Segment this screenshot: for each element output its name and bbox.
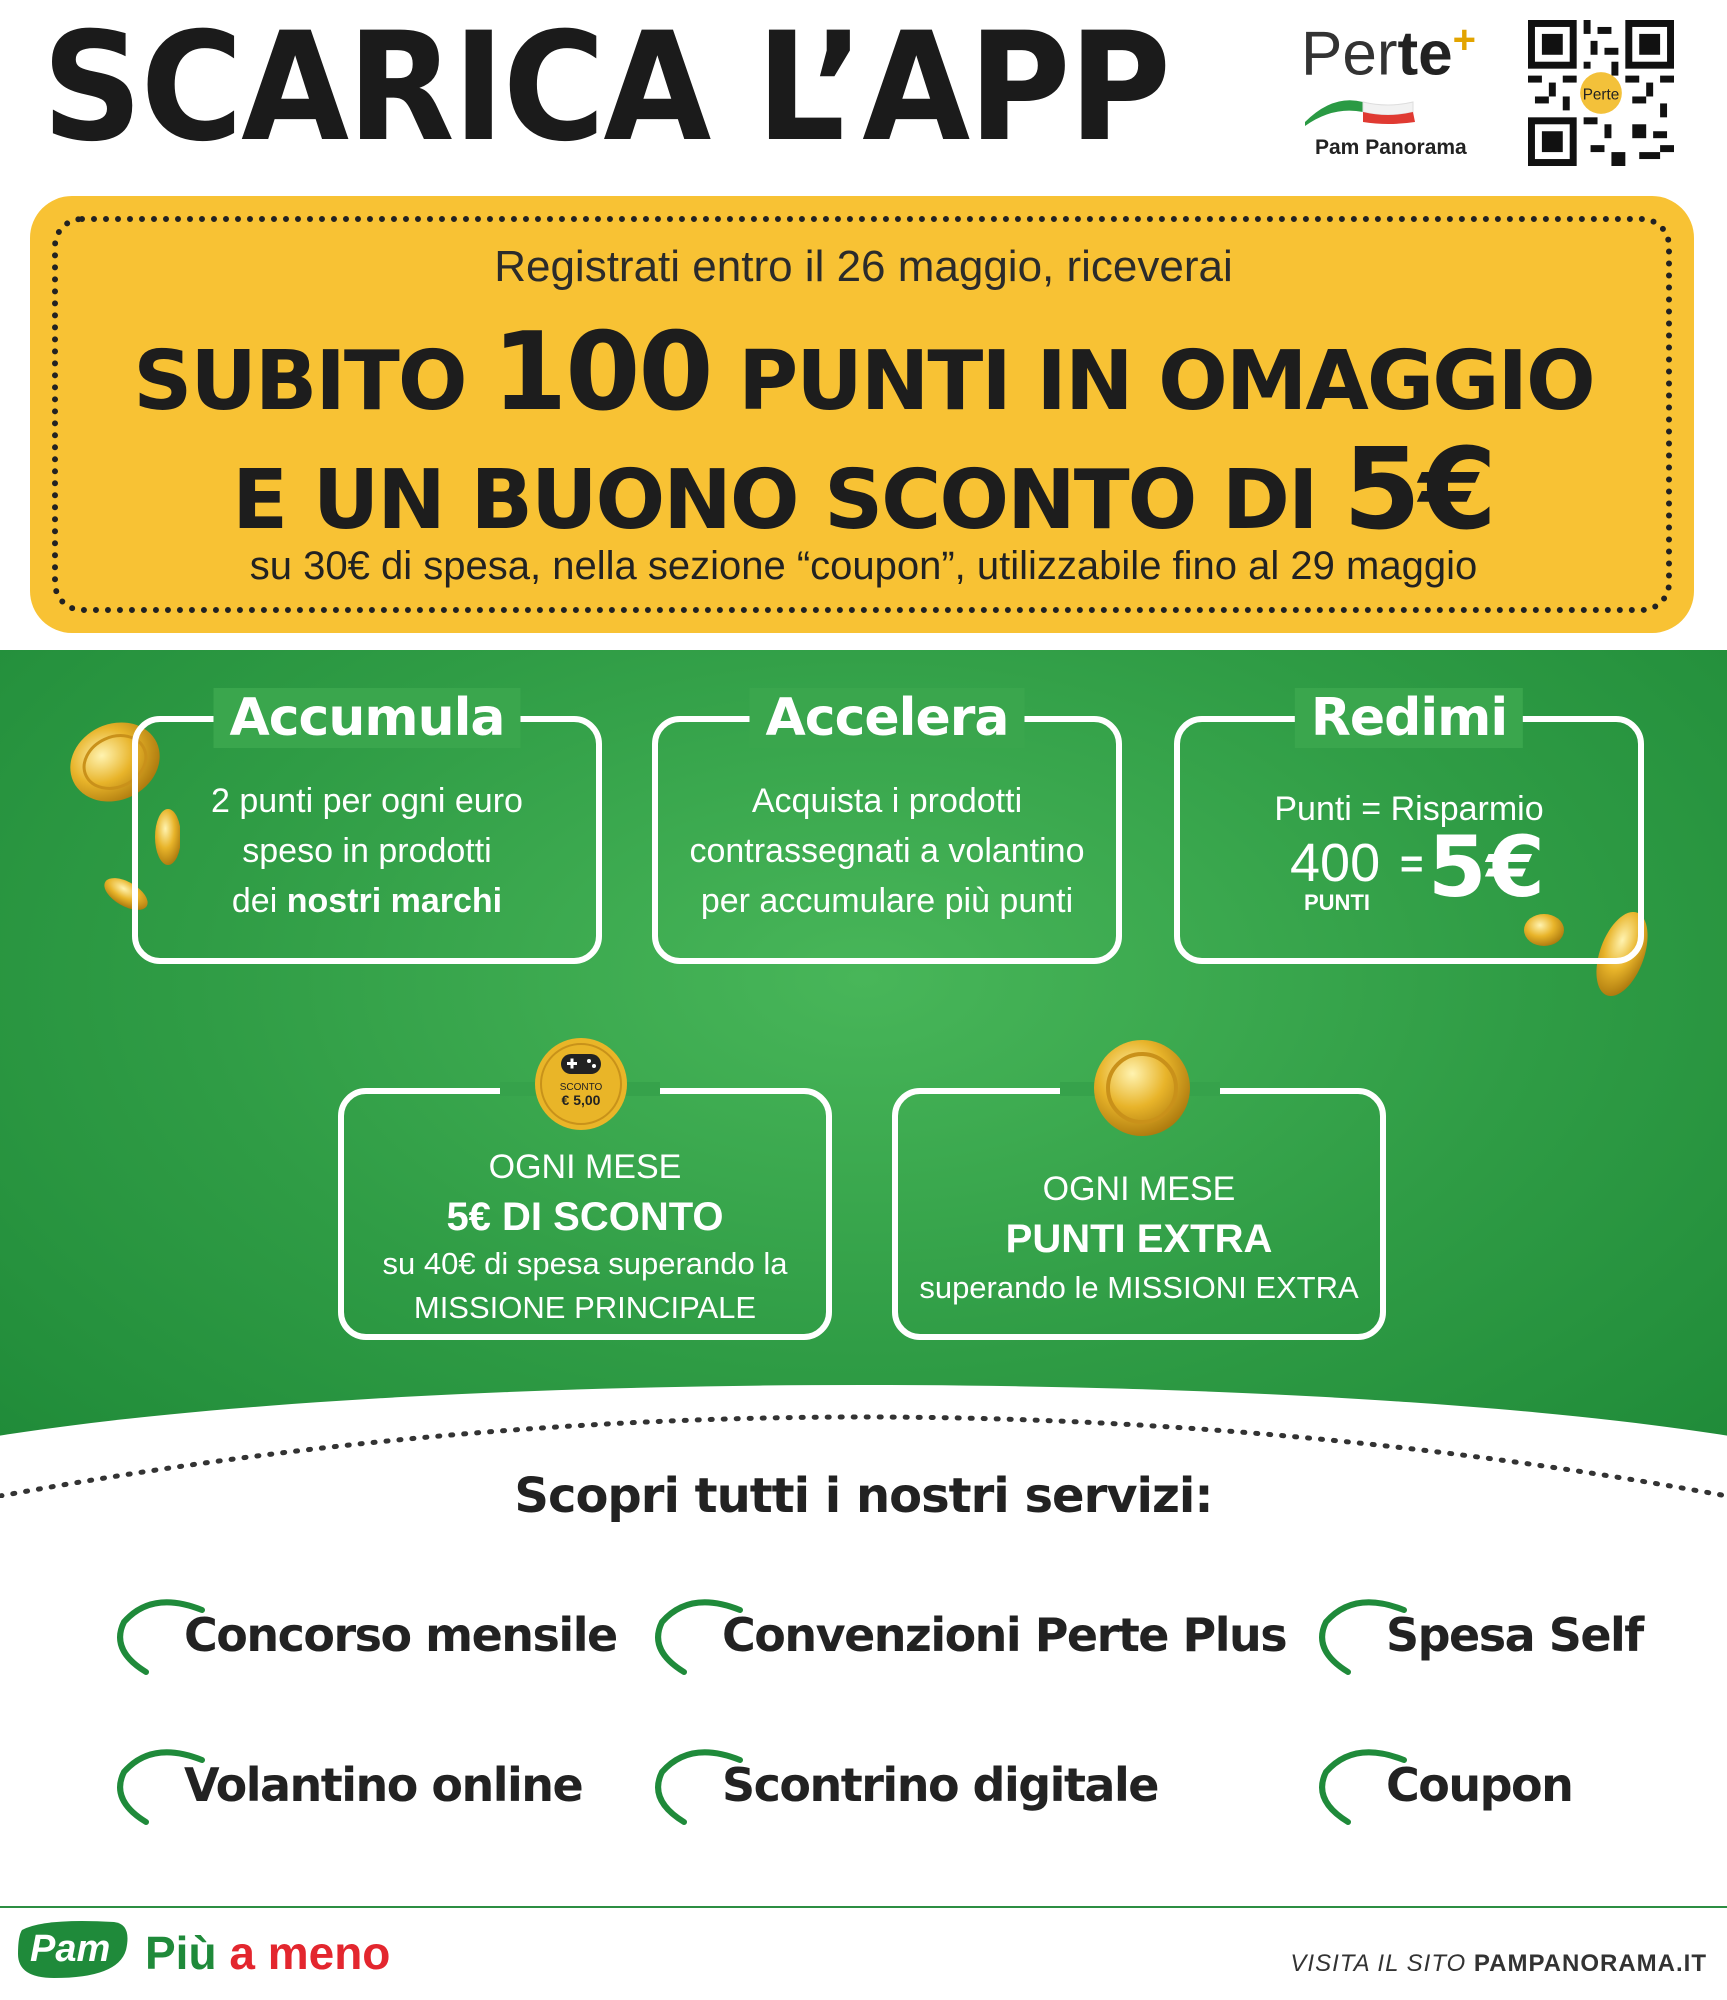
promo-register-text: Registrati entro il 26 maggio, riceverai xyxy=(494,242,1233,291)
logo-subtitle: Pam Panorama xyxy=(1315,136,1467,159)
points-conversion: 400 PUNTI = 5€ xyxy=(1290,818,1545,916)
badge-value: € 5,00 xyxy=(561,1092,601,1108)
promo-voucher-value: 5€ xyxy=(1343,425,1495,555)
card-monthly-discount: OGNI MESE 5€ DI SCONTO su 40€ di spesa superando la MISSIONE PRINCIPALE xyxy=(338,1088,832,1340)
logo-per: Per xyxy=(1301,19,1398,89)
qr-center-label: Perte xyxy=(1582,86,1620,104)
card-redimi: Redimi Punti = Risparmio 400 PUNTI = 5€ xyxy=(1174,716,1644,964)
perte-logo xyxy=(1295,14,1510,164)
website-link[interactable]: VISITA IL SITO PAMPANORAMA.IT xyxy=(1290,1950,1707,1977)
discount-badge-icon xyxy=(533,1036,629,1132)
card-monthly-extra: OGNI MESE PUNTI EXTRA superando le MISSIONI EXTRA xyxy=(892,1088,1386,1340)
promo-points-value: 100 xyxy=(492,310,712,435)
card-accumula-title: Accumula xyxy=(213,688,520,748)
card-accelera: Accelera Acquista i prodotti contrassegnati a volantino per accumulare più punti xyxy=(652,716,1122,964)
promo-conditions: su 30€ di spesa, nella sezione “coupon”, utilizzabile fino al 29 maggio xyxy=(249,544,1478,588)
qr-code[interactable] xyxy=(1528,20,1674,166)
logo-te: te xyxy=(1397,19,1453,89)
brand-slogan: Più a meno xyxy=(145,1927,391,1979)
card-accelera-title: Accelera xyxy=(750,688,1025,748)
card-accumula: Accumula 2 punti per ogni euro speso in prodotti dei nostri marchi xyxy=(132,716,602,964)
coin-icon xyxy=(1090,1036,1194,1140)
promo-points-headline: SUBITO 100 PUNTI IN OMAGGIO xyxy=(133,310,1594,435)
services-title: Scopri tutti i nostri servizi: xyxy=(514,1468,1213,1524)
promo-voucher-headline: E UN BUONO SCONTO DI 5€ xyxy=(232,425,1495,555)
page-title: SCARICA L’APP xyxy=(42,1,1170,175)
badge-top-label: SCONTO xyxy=(559,1082,603,1093)
logo-plus: + xyxy=(1452,18,1476,62)
card-redimi-title: Redimi xyxy=(1295,688,1523,748)
pam-logo-text: Pam xyxy=(30,1928,111,1970)
italian-flag-swoosh-icon xyxy=(1303,92,1423,126)
footer-divider xyxy=(0,1906,1727,1908)
